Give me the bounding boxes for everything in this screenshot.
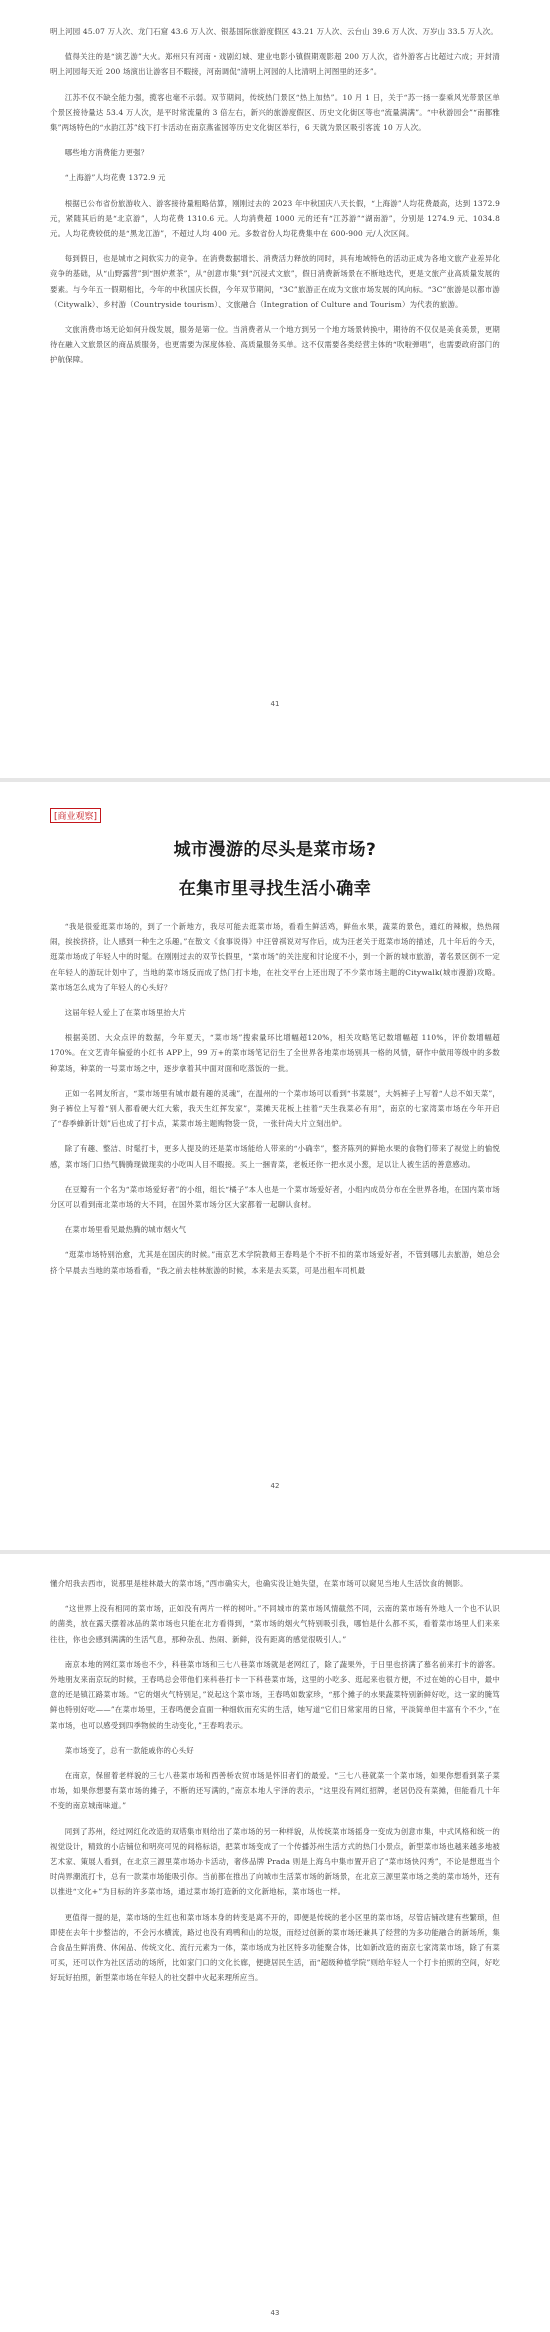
section-tag: [商业观察] [50,808,101,823]
page-43-body [50,1576,500,1996]
paragraph: 南京本地的网红菜市场也不少，科巷菜市场和三七八巷菜市场就是老网红了，除了蔬果外，于日里也挤满了慕名前来打卡的游客。外地朋友来南京玩的时候，王春鸣总会带他们来科巷打卡一下科巷菜市场，这里的小吃多、逛起来也很方便，不过在她的心目中，最中意的还是镇江路菜市场。“它的烟火气特别足，”说起这个菜市场，王春鸣如数家珍，“那个摊子的水果蔬菜特别新鲜好吃，这一家的腌笃鲜也特别好吃——”在菜市场里，王春鸣便会直面一种细软而充实的生活，她写道“它们日常家用的日常，平淡简单但丰富有个不少，”在菜市场，也可以感受到四季物候的生动变化，”王春鸣表示。 [50,1659,500,1730]
paragraph: 更值得一提的是，菜市场的生红也和菜市场本身的转变是离不开的，即便是传统的老小区里的菜市场，尽管店铺改建有些繁琐，但即使在去年十步整洁的，不会污水横流，路过也没有鸡鸭和山的垃圾，而经过创新的菜市场还兼具了经营的为多功能融合的新场所，集合食品生鲜消费、休闲品、传统文化、流行元素为一体，菜市场成为社区特多功能聚合体，比如新改造的南京七家湾菜市场，除了有菜可买，还可以作为社区活动的场所，比如家门口的文化长廊，便捷居民生活，而“超级种植学院”则给年轻人一个打卡拍照的空间，好吃好玩好拍照，新型菜市场在年轻人的社交群中火起来理所应当。 [50,1912,500,1983]
page-number: 42 [270,1482,280,1490]
section-heading: “上海游”人均花费 1372.9 元 [64,173,166,183]
page-number: 43 [270,2309,280,2317]
page-42 [0,782,550,1550]
paragraph: 明上河园 45.07 万人次、龙门石窟 43.6 万人次、银基国际旅游度假区 43.21 万人次、云台山 39.6 万人次、万岁山 33.5 万人次。 [50,27,498,36]
page-41 [0,0,550,778]
page-42-body [50,804,500,1288]
paragraph: 根据美团、大众点评的数据，今年夏天，“菜市场”搜索量环比增幅超120%，相关攻略笔记数增幅超 110%，评价数增幅超 170%。在文艺青年偏爱的小红书 APP上，99 万+的菜市场笔记衍生了全世界各地菜市场别具一格的风情，研作中做用等级中的多数种菜场，种菜的一号菜市场之中，逐步拿着其中面对面和吃蒸饭的一批。 [50,1033,500,1073]
article-title: 城市漫游的尽头是菜市场? [173,840,377,860]
section-heading: 哪些地方消费能力更强？ [64,148,149,158]
paragraph: “逛菜市场特别治愈，尤其是在国庆的时候。”南京艺术学院教师王春鸣是个不折不扣的菜市场爱好者，不管到哪儿去旅游，她总会挤个早晨去当地的菜市场看看，“我之前去桂林旅游的时候，本来是去买菜，可是出租车司机最 [50,1250,500,1275]
paragraph: 同到了苏州，经过网红化改造的双塔集市则给出了菜市场的另一种样貌，从传统菜市场摇身一变成为创意市集，中式风格和统一的视觉设计，精致的小店铺位和明亮可见的间格标语，把菜市场变成了一个传播苏州生活方式的热门小景点，新型菜市场也越来越多地被艺术家、策展人看到，在北京三源里菜市场办卡活动，奢侈品牌 Prada 则是上海乌中集市置开启了“菜市场快闪秀”，不论是想逛当个时尚界潮流打卡，总有一款菜市场能吸引你。当前都在推出了向城市生活菜市场的新场景，在北京三源里菜市场之类的菜市场外，还有以推进“文化+”为目标的许多菜市场，通过菜市场打造新的文化新地标，菜市场也一样。 [50,1826,500,1897]
paragraph: 懂介绍我去西市，说那里是桂林最大的菜市场，”西市确实大，也确实没让她失望，在菜市场可以窥见当地人生活饮食的侧影。 [50,1579,468,1588]
paragraph: 值得关注的是“演艺游”大火。郑州只有河南・戏剧幻城、建业电影小镇假期观影超 200 万人次，省外游客占比超过六成；开封清明上河园每天近 200 场演出让游客目不暇接，河南调侃“清明上河园的人比清明上河图里的还多”。 [50,52,500,77]
paragraph: 除了有趣、整洁、时髦打卡，更多人提及的还是菜市场能给人带来的“小确幸”，整齐陈列的鲜艳水果的食物们带来了视觉上的愉悦感，菜市场门口热气腾腾现做现卖的小吃叫人目不暇接。买上一捆青菜，老板还你一把水灵小葱，足以让人被生活的善意感动。 [50,1144,500,1169]
section-heading: 菜市场变了，总有一款能戚你的心头好 [64,1745,194,1755]
paragraph: 每到假日，也是城市之间软实力的竞争。在消费数据增长、消费活力释放的同时，具有地域特色的活动正成为各地文旅产业差异化竞争的基础，从“山野露营”到“围炉煮茶”，从“创意市集”到“沉浸式文旅”，假日消费新场景在不断地迭代，更是文旅产业高质量发展的要素。与今年五一假期相比，今年的中秋国庆长假，今年双节期间，“3C”旅游正在成为文旅市场发展的风向标。“3C”旅游是以都市游（Citywalk）、乡村游（Countryside tourism）、文旅融合（Integration of Culture and Tourism）为代表的旅游。 [50,254,500,309]
section-heading: 这届年轻人爱上了在菜市场里抬大片 [64,1008,187,1018]
paragraph: 文旅消费市场无论如何升级发展，服务是第一位。当消费者从一个地方到另一个地方场景转换中，期待的不仅仅是美食美景，更期待在融入文旅景区的商品质服务，也更需要为深度体验、高质量服务买单。这不仅需要各类经营主体的“吹啦弹唱”，也需要政府部门的护航保障。 [50,325,500,365]
paragraph: 在南京，保留着老样貌的三七八巷菜市场和西善桥农贸市场是怀旧者们的最爱。“三七八巷就菜一个菜市场，如果你想看到菜子菜市场，如果你想要有菜市场的摊子，不断的还写满的，”南京本地人宇泽的表示，“这里没有网红招牌，老居仍没有菜摊，但能看几十年不变的南京城南味道。” [50,1771,500,1811]
paragraph: “这世界上没有相同的菜市场，正如没有两片一样的树叶。”不同城市的菜市场风情截然不同，云南的菜市场有外地人一个也不认识的菌类，放在露天摆着冰品的菜市场也只能在北方看得到，“菜市场的烟火气特别吸引我，哪怕是什么都不买，看着菜市场里人们来来往往，你也会感到满满的生活气息，那种杂乱、热闹、新鲜，没有距离的感觉很吸引人。” [50,1604,500,1644]
paragraph: 在豆瓣有一个名为“菜市场爱好者”的小组，组长“橘子”本人也是一个菜市场爱好者，小组内成员分布在全世界各地，在国内菜市场分区可以看到南北菜市场的大不同，在国外菜市场分区大家都着一起聊认食材。 [50,1184,500,1210]
page-number: 41 [270,700,280,708]
paragraph: “我是很爱逛菜市场的，到了一个新地方，我尽可能去逛菜市场，看看生鲜活鸡，鲜鱼水果，蔬菜的景色，通红的辣椒，热热闹闹，挨挨挤挤，让人感到一种生之乐趣。”在散文《食事说得》中汪曾祺说对写作后，成为汪老关于逛菜市场的描述，几十年后的今天，逛菜市场成了年轻人中的时髦。在刚刚过去的双节长假里，“菜市场”的关注度和讨论度不小，到一个新的城市旅游，著名景区倒不一定在年轻人的游玩计划中了，当地的菜市场反而成了热门打卡地，在社交平台上还出现了不少菜市场主题的Citywalk(城市漫游)攻略。菜市场怎么成为了年轻人的心头好？ [50,922,500,992]
paragraph: 江苏不仅不缺全能力强，揽客也毫不示弱。双节期间，传统热门景区“热上加热”。10 月 1 日，关于“苏一扬一泰乘风光带景区单个景区接待量达 53.4 万人次，是平时常流量的 3 倍左右，新兴的旅游度假区、历史文化街区等也“流量满满”。“中秋游园会”“南都雅集”两场特色的“水韵江苏”线下打卡活动在南京燕雀园等历史文化街区举行，6 天就为景区吸引客流 10 万人次。 [50,92,500,133]
article-subtitle: 在集市里寻找生活小确幸 [178,879,372,899]
section-heading: 在菜市场里看见最热腾的城市烟火气 [64,1225,187,1235]
page-43 [0,1554,550,2332]
page-41-body [50,24,500,378]
paragraph: 根据已公布省份旅游收入、游客接待量粗略估算，刚刚过去的 2023 年中秋国庆八天长假，“上海游”人均花费最高，达到 1372.9 元，紧随其后的是“北京游”，人均花费 1310.6 元。人均消费超 1000 元的还有“江苏游”“湖南游”，分别是 1274.9 元、1034.8 元。人均花费较低的是“黑龙江游”，不超过人均 400 元。多数省份人均花费集中在 600-900 元/人次区间。 [50,198,500,239]
paragraph: 正如一名网友所言，“菜市场里有城市最有趣的灵魂”，在温州的一个菜市场可以看到“书菜展”，大妈裤子上写着“人总不如天菜”，狗子裤位上写着“别人都看硬大红大紫，我天生红挥发家”，菜摊天花板上挂着“天生我菜必有用”，南京的七家湾菜市场在今年开启了“春季蜂新计划”后也成了打卡点，某菜市场主题购物袋一货，一张针尚大片立刻出炉。 [50,1088,500,1129]
